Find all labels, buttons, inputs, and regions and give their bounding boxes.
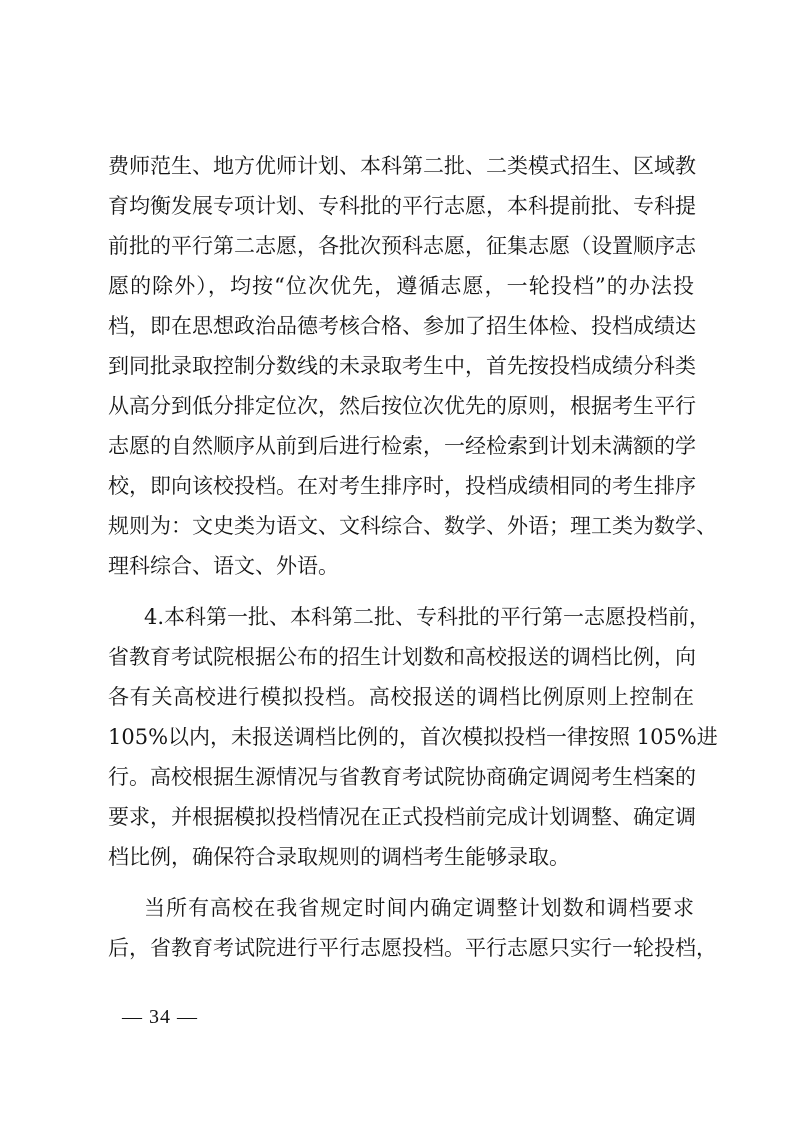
page-number: — 34 — [122,1006,198,1028]
text-line: 志愿的自然顺序从前到后进行检索，一经检索到计划未满额的学 [108,434,696,458]
text-line: 省教育考试院根据公布的招生计划数和高校报送的调档比例，向 [108,645,696,669]
text-line: 规则为：文史类为语文、文科综合、数学、外语；理工类为数学、 [108,514,717,538]
text-line: 要求，并根据模拟投档情况在正式投档前完成计划调整、确定调 [108,805,696,829]
text-line: 校，即向该校投档。在对考生排序时，投档成绩相同的考生排序 [108,474,696,498]
text-line: 105%以内，未报送调档比例的，首次模拟投档一律按照 105%进 [108,725,718,749]
text-line: 当所有高校在我省规定时间内确定调整计划数和调档要求 [144,896,694,920]
text-line: 各有关高校进行模拟投档。高校报送的调档比例原则上控制在 [108,685,694,709]
text-line: 从高分到低分排定位次，然后按位次优先的原则，根据考生平行 [108,394,696,418]
paragraph-3 [108,888,717,968]
text-line: 4.本科第一批、本科第二批、专科批的平行第一志愿投档前， [144,605,711,629]
text-line: 到同批录取控制分数线的未录取考生中，首先按投档成绩分科类 [108,354,696,378]
text-line: 愿的除外），均按“位次优先，遵循志愿，一轮投档”的办法投 [108,274,694,298]
document-body [108,146,718,968]
text-line: 行。高校根据生源情况与省教育考试院协商确定调阅考生档案的 [108,765,696,789]
text-line: 后，省教育考试院进行平行志愿投档。平行志愿只实行一轮投档， [108,936,717,960]
paragraph-1 [108,146,717,586]
text-line: 前批的平行第二志愿，各批次预科志愿，征集志愿（设置顺序志 [108,234,696,258]
text-line: 理科综合、语文、外语。 [108,554,339,578]
text-line: 档，即在思想政治品德考核合格、参加了招生体检、投档成绩达 [108,314,696,338]
paragraph-2 [108,597,718,877]
text-line: 档比例，确保符合录取规则的调档考生能够录取。 [108,845,570,869]
text-line: 费师范生、地方优师计划、本科第二批、二类模式招生、区域教 [108,154,696,178]
text-line: 育均衡发展专项计划、专科批的平行志愿，本科提前批、专科提 [108,194,696,218]
